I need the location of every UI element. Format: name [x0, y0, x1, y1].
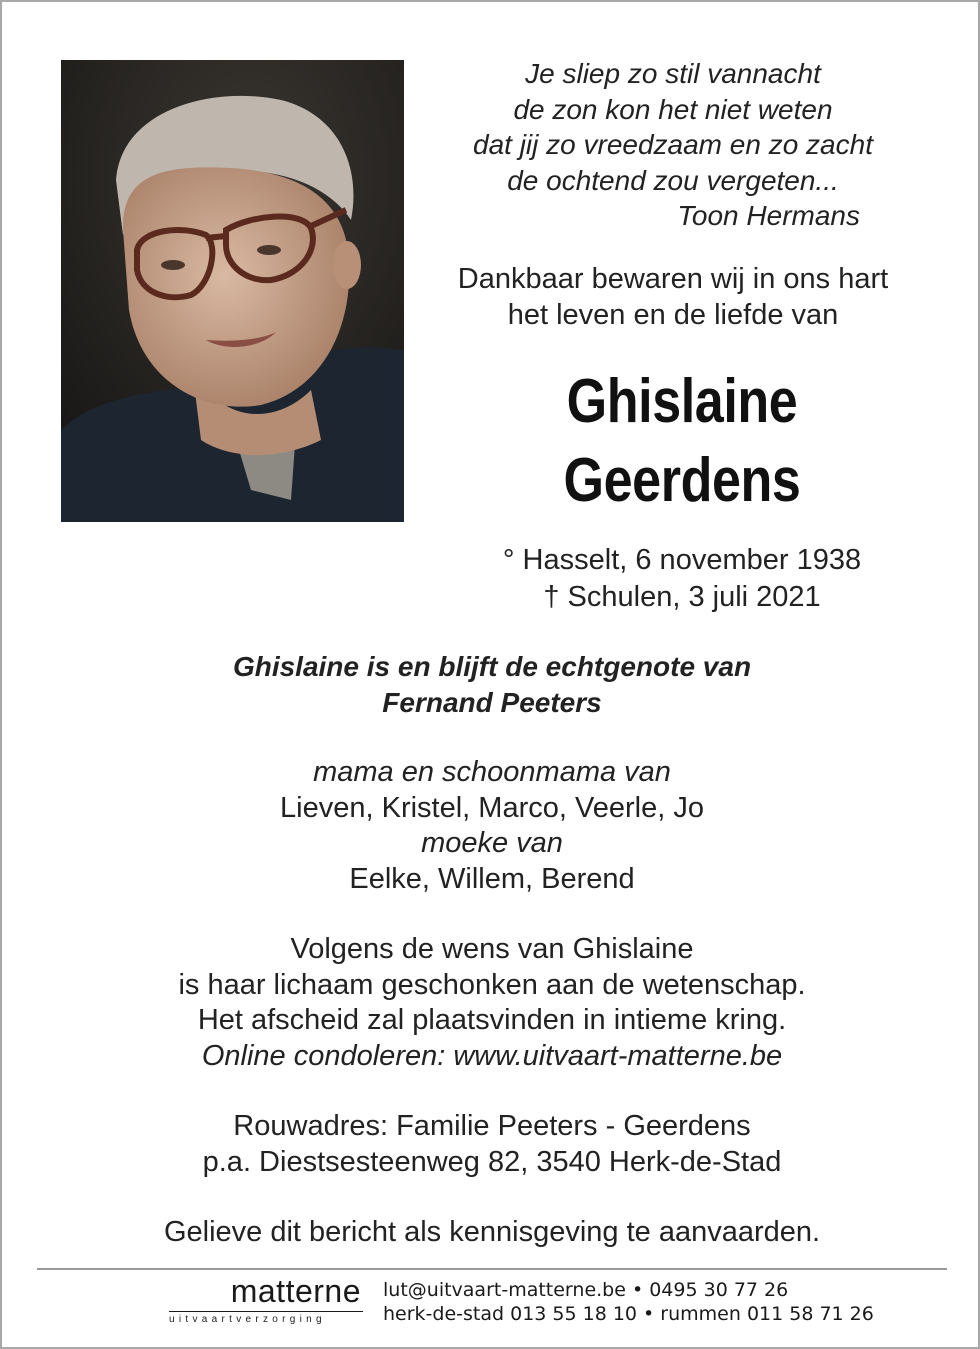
poem — [432, 56, 914, 234]
matterne-logo — [169, 1272, 363, 1328]
poem-line: Je sliep zo stil vannacht — [525, 58, 821, 89]
grandchildren-label: moeke van — [421, 827, 563, 859]
spouse-name: Fernand Peeters — [382, 686, 602, 718]
notice-text — [2, 1215, 980, 1251]
spouse-block — [2, 649, 980, 720]
intro-line-1: Dankbaar bewaren wij in ons hart — [457, 263, 889, 295]
portrait-photo — [61, 60, 404, 522]
grandchildren-names: Eelke, Willem, Berend — [349, 862, 635, 895]
address-line-1: Rouwadres: Familie Peeters - Geerdens — [233, 1110, 751, 1142]
last-name: Geerdens — [563, 446, 801, 515]
wish-line-3: Het afscheid zal plaatsvinden in intieme kring. — [197, 1004, 787, 1036]
poem-line: dat jij zo vreedzaam en zo zacht — [473, 129, 873, 160]
life-dates — [432, 542, 932, 616]
online-condolence-link[interactable]: Online condoleren: www.uitvaart-matterne.be — [201, 1039, 783, 1072]
contact-line-1: lut@uitvaart-matterne.be • 0495 30 77 26 — [383, 1279, 789, 1301]
poem-line: de zon kon het niet weten — [513, 93, 833, 125]
address-block — [2, 1109, 980, 1180]
portrait-illustration — [61, 60, 404, 522]
wish-line-2: is haar lichaam geschonken aan de wetenschap. — [178, 968, 806, 1001]
contact-line-2: herk-de-stad 013 55 18 10 • rummen 011 58 71 26 — [383, 1303, 874, 1325]
first-name: Ghislaine — [566, 367, 798, 436]
logo-subtitle: uitvaartverzorging — [169, 1314, 326, 1325]
intro-line-2: het leven en de liefde van — [507, 299, 839, 331]
deceased-name — [472, 362, 892, 520]
poem-line: de ochtend zou vergeten... — [507, 164, 839, 196]
logo-word: matterne — [230, 1273, 361, 1309]
footer-divider — [37, 1268, 947, 1270]
poem-author: Toon Hermans — [677, 200, 860, 231]
wish-block — [2, 932, 980, 1074]
notice-line: Gelieve dit bericht als kennisgeving te aanvaarden. — [163, 1216, 821, 1248]
wish-line-1: Volgens de wens van Ghislaine — [290, 933, 694, 965]
address-line-2: p.a. Diestsesteenweg 82, 3540 Herk-de-Stad — [202, 1145, 782, 1178]
contact-info — [383, 1278, 874, 1326]
family-block — [2, 755, 980, 897]
spouse-line-1: Ghislaine is en blijft de echtgenote van — [232, 651, 752, 682]
children-label: mama en schoonmama van — [313, 756, 671, 788]
death-date: † Schulen, 3 juli 2021 — [543, 581, 821, 613]
intro-text — [432, 261, 914, 333]
birth-date: ° Hasselt, 6 november 1938 — [502, 544, 862, 576]
children-names: Lieven, Kristel, Marco, Veerle, Jo — [280, 791, 704, 824]
